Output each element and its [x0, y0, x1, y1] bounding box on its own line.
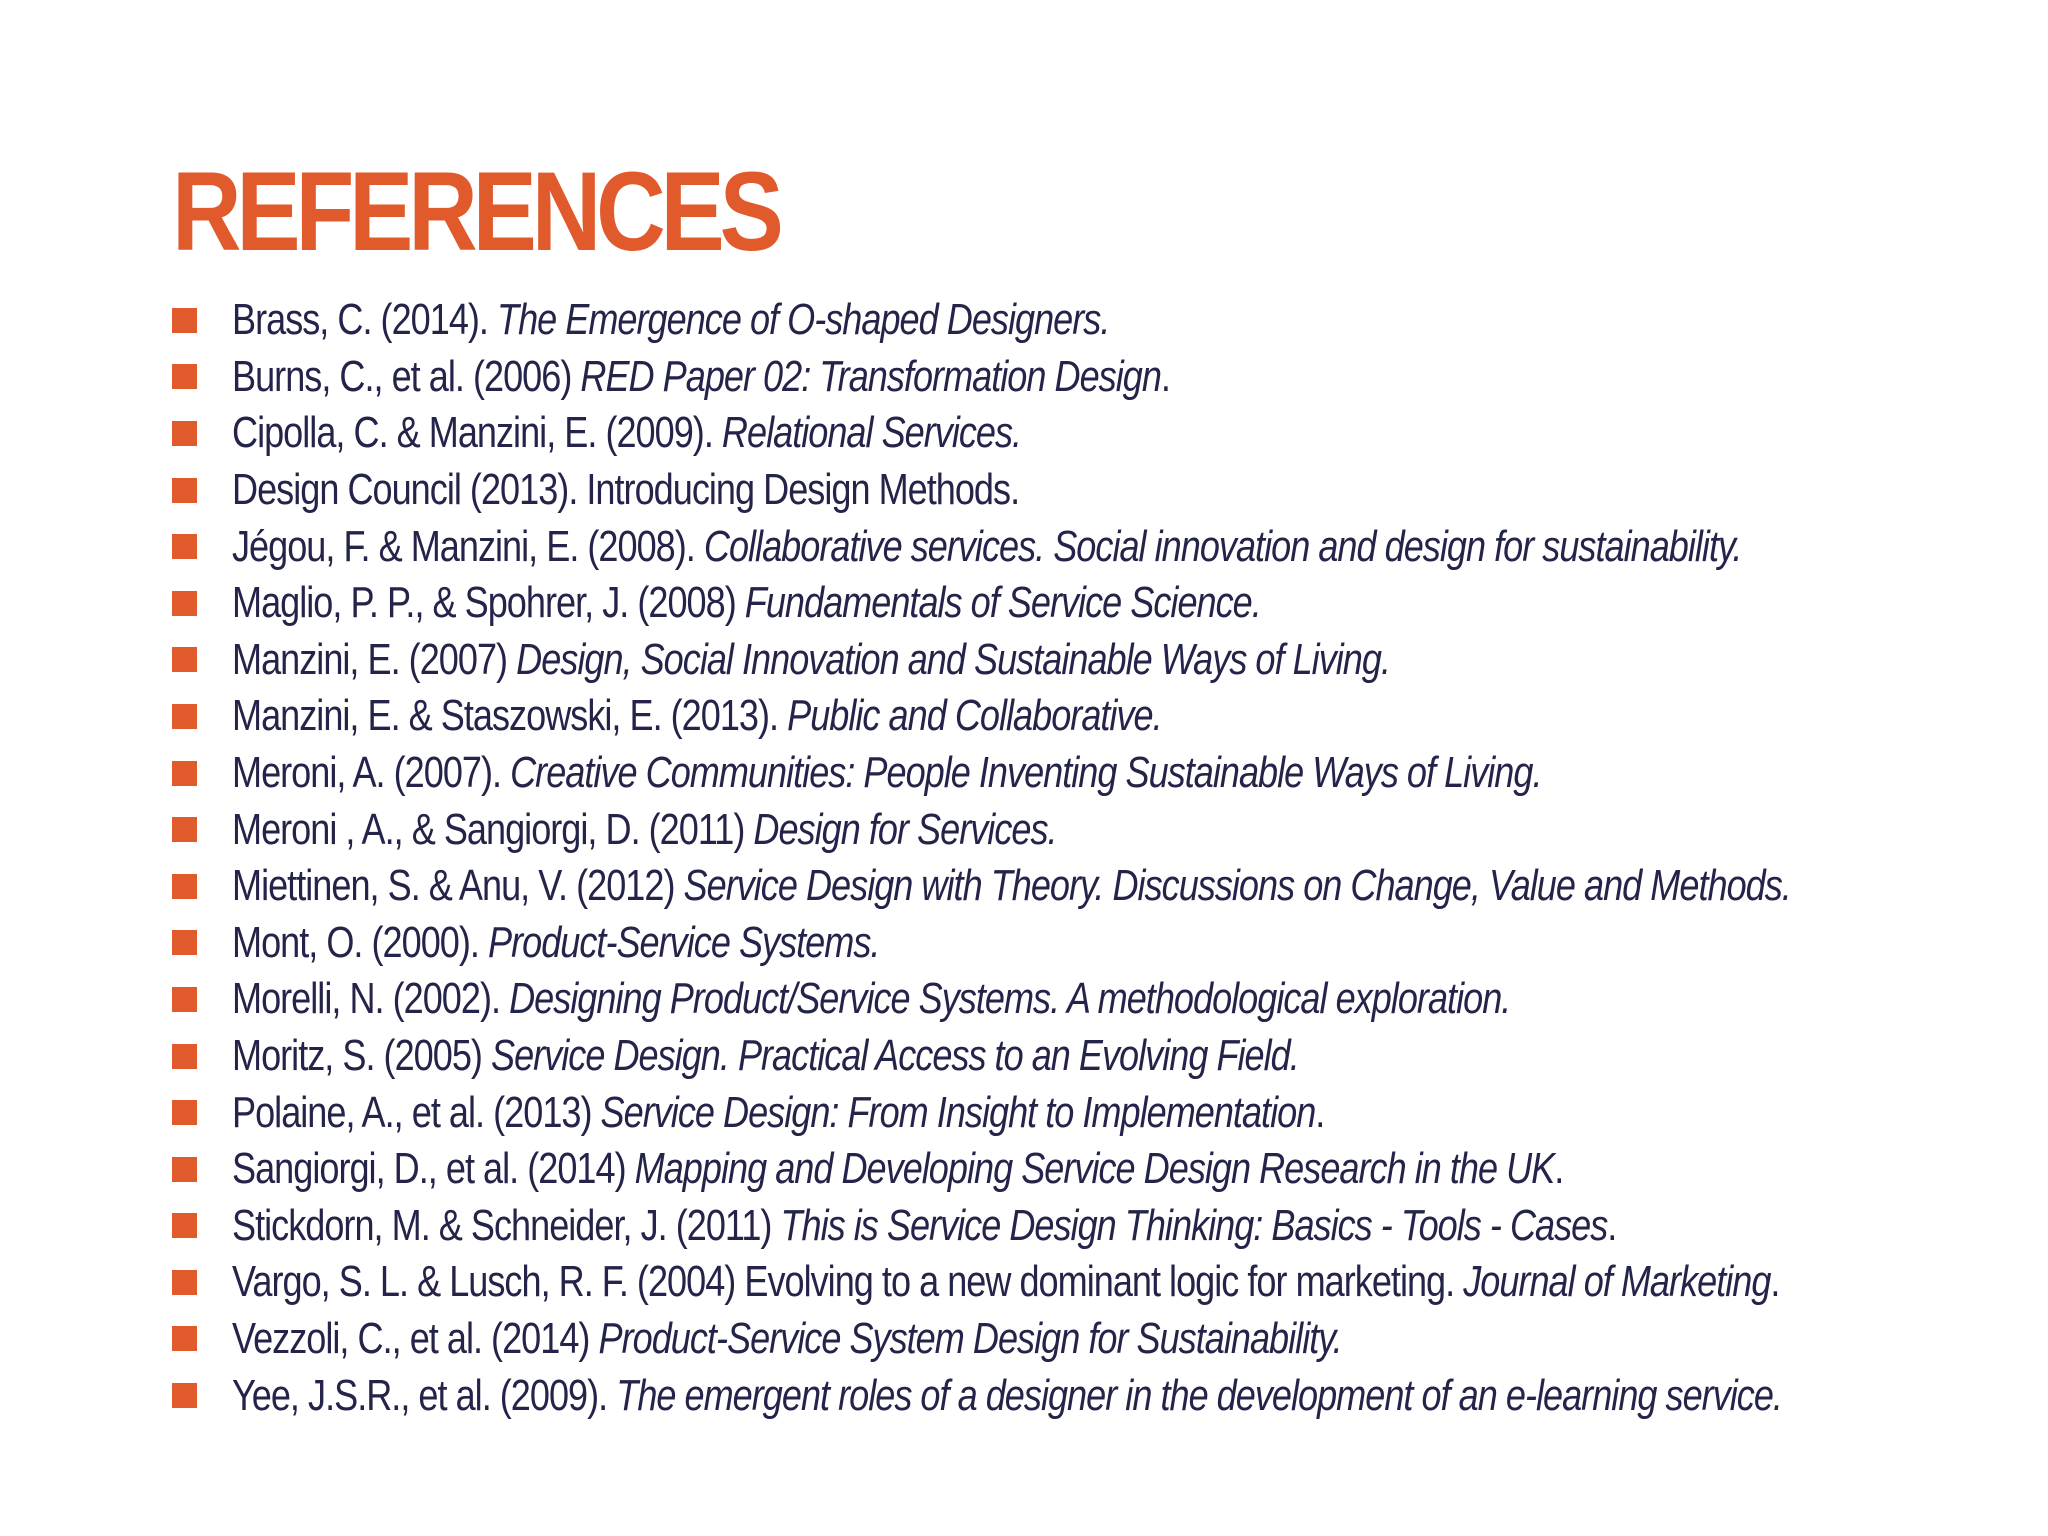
- reference-item: [172, 858, 2032, 915]
- reference-author: Jégou, F. & Manzini, E. (2008).: [232, 521, 704, 571]
- reference-item: [172, 405, 2032, 462]
- square-bullet-icon: [172, 761, 197, 786]
- reference-text: [232, 861, 1791, 911]
- reference-title: Collaborative services. Social innovation and design for sustainability.: [703, 521, 1742, 571]
- reference-author: Manzini, E. (2007): [232, 634, 517, 684]
- square-bullet-icon: [172, 1157, 197, 1182]
- reference-text: [232, 1144, 1563, 1194]
- reference-author: Burns, C., et al. (2006): [232, 351, 581, 401]
- reference-item: [172, 1254, 2032, 1311]
- reference-author: Miettinen, S. & Anu, V. (2012): [232, 861, 684, 911]
- reference-title: Relational Services.: [721, 408, 1022, 458]
- square-bullet-icon: [172, 1270, 197, 1295]
- reference-author: Mont, O. (2000).: [232, 917, 488, 967]
- reference-author: Yee, J.S.R., et al. (2009).: [232, 1370, 617, 1420]
- reference-author: Sangiorgi, D., et al. (2014): [232, 1144, 635, 1194]
- reference-item: [172, 688, 2032, 745]
- reference-title: Designing Product/Service Systems. A methodological exploration.: [509, 974, 1511, 1024]
- reference-tail: .: [1607, 1200, 1617, 1250]
- reference-author: Polaine, A., et al. (2013): [232, 1087, 601, 1137]
- square-bullet-icon: [172, 1213, 197, 1238]
- reference-text: [232, 578, 1261, 628]
- square-bullet-icon: [172, 817, 197, 842]
- reference-item: [172, 1367, 2032, 1424]
- reference-text: [232, 465, 1019, 515]
- reference-tail: .: [1554, 1144, 1564, 1194]
- reference-item: [172, 462, 2032, 519]
- reference-text: [232, 805, 1057, 855]
- reference-author: Meroni, A. (2007).: [232, 748, 511, 798]
- reference-title: Design, Social Innovation and Sustainable Ways of Living.: [516, 634, 1390, 684]
- reference-item: [172, 1028, 2032, 1085]
- reference-item: [172, 349, 2032, 406]
- reference-item: [172, 801, 2032, 858]
- reference-title: Service Design with Theory. Discussions on Change, Value and Methods.: [683, 861, 1791, 911]
- reference-tail: .: [1770, 1257, 1780, 1307]
- reference-title: Journal of Marketing: [1463, 1257, 1771, 1307]
- reference-title: Product-Service System Design for Sustainability.: [598, 1313, 1342, 1363]
- reference-text: [232, 1031, 1299, 1081]
- reference-text: [232, 1314, 1342, 1364]
- square-bullet-icon: [172, 308, 197, 333]
- reference-list: [172, 292, 2032, 1424]
- reference-title: The emergent roles of a designer in the development of an e-learning service.: [616, 1370, 1782, 1420]
- reference-author: Vargo, S. L. & Lusch, R. F. (2004) Evolving to a new dominant logic for marketing.: [232, 1257, 1464, 1307]
- reference-item: [172, 745, 2032, 802]
- square-bullet-icon: [172, 534, 197, 559]
- reference-item: [172, 1311, 2032, 1368]
- reference-title: Creative Communities: People Inventing Sustainable Ways of Living.: [510, 748, 1542, 798]
- reference-title: Product-Service Systems.: [487, 917, 880, 967]
- square-bullet-icon: [172, 1326, 197, 1351]
- reference-title: This is Service Design Thinking: Basics - Tools - Cases: [780, 1200, 1608, 1250]
- reference-text: [232, 295, 1109, 345]
- reference-item: [172, 632, 2032, 689]
- square-bullet-icon: [172, 987, 197, 1012]
- reference-author: Vezzoli, C., et al. (2014): [232, 1313, 599, 1363]
- reference-author: Design Council (2013). Introducing Design Methods.: [232, 465, 1020, 515]
- reference-title: RED Paper 02: Transformation Design: [580, 351, 1161, 401]
- reference-author: Brass, C. (2014).: [232, 295, 498, 345]
- reference-author: Cipolla, C. & Manzini, E. (2009).: [232, 408, 722, 458]
- square-bullet-icon: [172, 478, 197, 503]
- square-bullet-icon: [172, 930, 197, 955]
- reference-title: The Emergence of O-shaped Designers.: [497, 295, 1110, 345]
- reference-title: Service Design: From Insight to Implementation: [600, 1087, 1316, 1137]
- reference-item: [172, 915, 2032, 972]
- reference-title: Mapping and Developing Service Design Research in the UK: [634, 1144, 1555, 1194]
- square-bullet-icon: [172, 1100, 197, 1125]
- reference-text: [232, 522, 1741, 572]
- reference-title: Design for Services.: [753, 804, 1057, 854]
- reference-text: [232, 1201, 1616, 1251]
- square-bullet-icon: [172, 874, 197, 899]
- slide-title: REFERENCES: [172, 149, 779, 274]
- reference-item: [172, 1141, 2032, 1198]
- reference-text: [232, 408, 1021, 458]
- reference-text: [232, 974, 1510, 1024]
- reference-title: Public and Collaborative.: [787, 691, 1162, 741]
- reference-author: Maglio, P. P., & Spohrer, J. (2008): [232, 578, 745, 628]
- reference-author: Morelli, N. (2002).: [232, 974, 510, 1024]
- reference-text: [232, 635, 1390, 685]
- reference-tail: .: [1160, 351, 1170, 401]
- square-bullet-icon: [172, 647, 197, 672]
- reference-text: [232, 918, 879, 968]
- reference-text: [232, 1371, 1782, 1421]
- reference-title: Fundamentals of Service Science.: [744, 578, 1261, 628]
- square-bullet-icon: [172, 421, 197, 446]
- reference-item: [172, 518, 2032, 575]
- reference-title: Service Design. Practical Access to an Evolving Field.: [490, 1031, 1299, 1081]
- square-bullet-icon: [172, 704, 197, 729]
- reference-item: [172, 575, 2032, 632]
- square-bullet-icon: [172, 591, 197, 616]
- reference-text: [232, 691, 1162, 741]
- reference-author: Moritz, S. (2005): [232, 1031, 491, 1081]
- reference-text: [232, 1088, 1324, 1138]
- reference-text: [232, 748, 1542, 798]
- reference-text: [232, 352, 1170, 402]
- reference-tail: .: [1315, 1087, 1325, 1137]
- reference-author: Manzini, E. & Staszowski, E. (2013).: [232, 691, 788, 741]
- reference-text: [232, 1257, 1779, 1307]
- square-bullet-icon: [172, 1044, 197, 1069]
- square-bullet-icon: [172, 1383, 197, 1408]
- reference-item: [172, 1198, 2032, 1255]
- reference-item: [172, 1084, 2032, 1141]
- reference-item: [172, 971, 2032, 1028]
- square-bullet-icon: [172, 364, 197, 389]
- reference-author: Stickdorn, M. & Schneider, J. (2011): [232, 1200, 781, 1250]
- reference-author: Meroni , A., & Sangiorgi, D. (2011): [232, 804, 754, 854]
- reference-item: [172, 292, 2032, 349]
